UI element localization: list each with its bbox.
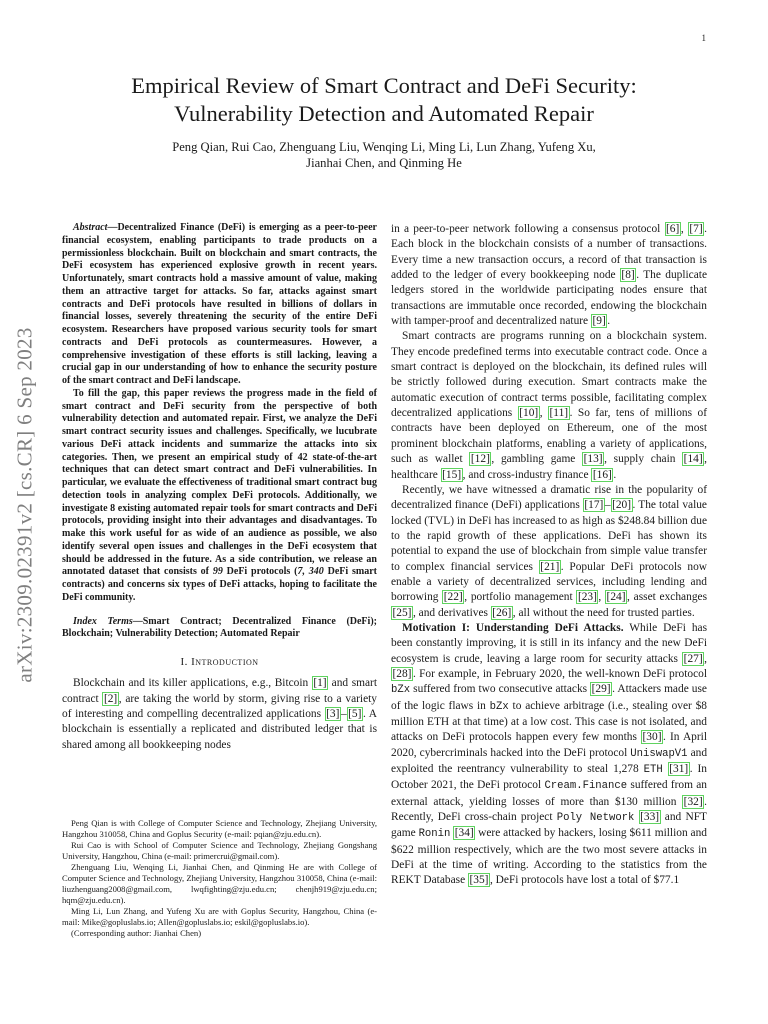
citation-link[interactable]: [15] [442, 468, 462, 481]
motivation-heading: Motivation I: Understanding DeFi Attacks. [402, 621, 624, 634]
code-term: bZx [391, 684, 411, 697]
title-block [60, 72, 708, 171]
citation-link[interactable]: [29] [591, 683, 611, 696]
title-line-1: Empirical Review of Smart Contract and DeFi Security: [131, 73, 637, 98]
code-term: bZx [489, 700, 509, 713]
index-terms [62, 616, 377, 642]
citation-link[interactable]: [5] [348, 708, 362, 721]
citation-link[interactable]: [25] [392, 606, 412, 619]
index-terms-label: Index Terms [73, 615, 133, 627]
abstract-text-2c: DeFi smart contracts) and concerns six types of DeFi attacks, hoping to facilitate the DeFi community. [62, 566, 378, 603]
citation-link[interactable]: [20] [612, 499, 632, 512]
footnote: Rui Cao is with School of Computer Science and Technology, Zhejiang Gongshang University, Hangzhou, China (e-mail: primercrui@gmail.com). [62, 840, 377, 861]
authors-line-1: Peng Qian, Rui Cao, Zhenguang Liu, Wenqing Li, Ming Li, Lun Zhang, Yufeng Xu, [172, 140, 596, 154]
citation-link[interactable]: [6] [666, 223, 680, 235]
author-list [60, 139, 708, 171]
footnote: (Corresponding author: Jianhai Chen) [71, 928, 202, 938]
abstract [62, 222, 377, 605]
right-paragraph-3: Recently, we have witnessed a dramatic rise in the popularity of decentralized finance (DeFi) applications [17] – [20] . The total value locked (TVL) in DeFi has increased to as high as $248.84 billion due to the rapid growth of these applications. DeFi has shown its potential to expand the use of blockchain from simple value transfer to complex financial services [21] . Popular DeFi protocols now enable a variety of decentralized services, including lending and borrowing [22] , portfolio management [23] , [24] , asset exchanges [25] , and derivatives [26] , all without the need for trusted parties. [391, 483, 707, 619]
intro-paragraph-1: Blockchain and its killer applications, e.g., Bitcoin [1] and smart contract [2] , are taking the world by storm, giving rise to a variety of interesting and compelling decentralized applications [3] – [5] . A blockchain is essentially a replicated and distributed ledger that is shared among all bookkeeping nodes [62, 677, 377, 751]
citation-link[interactable]: [21] [540, 560, 560, 573]
code-term: Poly Network [556, 812, 635, 825]
citation-link[interactable]: [2] [103, 692, 118, 705]
citation-link[interactable]: [16] [592, 468, 612, 481]
citation-link[interactable]: [9] [592, 315, 606, 328]
footnotes [62, 818, 377, 939]
section-heading-introduction: I. Introduction [180, 656, 259, 668]
citation-link[interactable]: [34] [454, 827, 474, 840]
code-term: UniswapV1 [630, 747, 688, 760]
paper-title [60, 72, 708, 128]
abstract-paragraph-1 [62, 222, 377, 388]
citation-link[interactable]: [27] [683, 652, 703, 665]
citation-link[interactable]: [23] [577, 591, 597, 604]
citation-link[interactable]: [26] [492, 606, 512, 619]
citation-link[interactable]: [10] [519, 407, 539, 420]
arxiv-identifier-stamp[interactable]: arXiv:2309.02391v2 [cs.CR] 6 Sep 2023 [12, 327, 37, 683]
right-paragraph-4: Motivation I: Understanding DeFi Attacks. While DeFi has been constantly improving, it is still in its infancy and the new DeFi ecosystem is crude, leaving a large room for security attacks [27] , [28] . For example, in February 2020, the well-known DeFi protocol bZx suffered from two consecutive attacks [29] . Attackers made use of the logic flaws in bZx to achieve arbitrage (i.e., stealing over $8 million ETH at that time) at a low cost. This case is not isolated, and attacks on DeFi protocols happen every few months [30] . In April 2020, cybercriminals hacked into the DeFi protocol UniswapV1 and exploited the reentrancy vulnerability to steal 1,278 ETH [31] . In October 2021, the DeFi protocol Cream.Finance suffered from an external attack, yielding losses of more than $130 million [32] . Recently, DeFi cross-chain project Poly Network [33] and NFT game Ronin [34] were attacked by hackers, losing $611 million and $622 million respectively, which are the two most severe attacks in DeFi at the time of writing. According to the statistics from the REKT Database [35] , DeFi protocols have lost a total of $77.1 [391, 621, 708, 887]
footnote: Ming Li, Lun Zhang, and Yufeng Xu are with Goplus Security, Hangzhou, China (e-mail: Mike@gopluslabs.io; Allen@gopluslabs.io; eskil@gopluslabs.io). [62, 906, 377, 927]
citation-link[interactable]: [17] [584, 499, 604, 512]
citation-link[interactable]: [33] [640, 811, 660, 824]
abstract-count-protocols: 99 [212, 566, 223, 578]
citation-link[interactable]: [28] [392, 667, 412, 680]
right-paragraph-1: in a peer-to-peer network following a consensus protocol [6] , [7] . Each block in the blockchain consists of a number of transactions. Every time a new transaction occurs, a record of that transaction is added to the ledger of every bookkeeping node [8] . The duplicate ledgers stored in the worldwide participating nodes ensure that transactions are immutable once recorded, endowing the blockchain with tamper-proof and decentralized nature [9] . [391, 223, 707, 328]
abstract-label: Abstract [73, 222, 108, 233]
footnote: Peng Qian is with College of Computer Science and Technology, Zhejiang University, Hangzhou 310058, China and Goplus Security (e-mail: pqian@zju.edu.cn). [62, 818, 377, 839]
abstract-count-contracts: 7, 340 [297, 566, 324, 578]
left-column [62, 222, 377, 753]
right-column [391, 222, 707, 889]
title-line-2: Vulnerability Detection and Automated Repair [174, 101, 594, 126]
abstract-text-1: —Decentralized Finance (DeFi) is emerging as a peer-to-peer financial ecosystem, enabling participants to trade products on a permissionless blockchain. Built on blockchain and smart contracts, the DeFi ecosystem has experienced explosive growth in recent years. Unfortunately, smart contracts hold a massive amount of value, making them an attractive target for attacks. So far, attacks against smart contracts and DeFi protocols have resulted in billions of dollars in financial losses, severely threatening the security of the entire DeFi ecosystem. Researchers have proposed various security tools for smart contracts and DeFi protocols as countermeasures. However, a comprehensive investigation of these efforts is still lacking, leaving a crucial gap in our understanding of how to enhance the security posture of the smart contract and DeFi landscape. [62, 222, 377, 386]
index-terms-text: —Smart Contract; Decentralized Finance (DeFi); Blockchain; Vulnerability Detection; Automated Repair [62, 615, 377, 640]
citation-link[interactable]: [13] [583, 453, 603, 466]
code-term: ETH [643, 764, 663, 777]
citation-link[interactable]: [30] [642, 731, 662, 744]
citation-link[interactable]: [7] [689, 223, 703, 235]
citation-link[interactable]: [1] [313, 677, 327, 690]
code-term: Ronin [418, 828, 451, 841]
authors-line-2: Jianhai Chen, and Qinming He [306, 156, 462, 170]
citation-link[interactable]: [3] [326, 708, 340, 721]
page-number: 1 [701, 33, 706, 43]
code-term: Cream.Finance [544, 780, 628, 793]
citation-link[interactable]: [14] [683, 453, 703, 466]
citation-link[interactable]: [11] [549, 407, 569, 420]
citation-link[interactable]: [35] [469, 874, 489, 887]
citation-link[interactable]: [32] [683, 795, 703, 808]
citation-link[interactable]: [22] [443, 591, 463, 604]
citation-link[interactable]: [8] [621, 269, 635, 282]
abstract-text-2b: DeFi protocols ( [222, 566, 298, 578]
citation-link[interactable]: [24] [606, 591, 626, 604]
right-paragraph-2: Smart contracts are programs running on a blockchain system. They encode predefined terms into executable contract code. Once a smart contract is deployed on the blockchain, its defined rules will be strictly followed during execution. Smart contracts make the automatic execution of contract terms possible, facilitating complex decentralized applications [10] , [11] . So far, tens of millions of contracts have been deployed on Ethereum, one of the most prominent blockchain platforms, enabling a variety of applications, such as wallet [12] , gambling game [13] , supply chain [14] , healthcare [15] , and cross-industry finance [16] . [391, 330, 708, 481]
abstract-text-2a: To fill the gap, this paper reviews the progress made in the field of smart contract and DeFi security from the perspective of both vulnerability detection and automated repair. First, we analyze the DeFi smart contract security issues and challenges. Specifically, we lucubrate various DeFi attack incidents and summarize the attacks into six categories. Then, we present an empirical study of 42 state-of-the-art techniques that can detect smart contract and DeFi vulnerabilities. In particular, we evaluate the effectiveness of traditional smart contract bug detection tools in analyzing complex DeFi protocols. Additionally, we investigate 8 existing automated repair tools for smart contracts and DeFi protocols, providing insight into their advantages and disadvantages. To make this work useful for as wide of an audience as possible, we also identify several open issues and challenges in the DeFi ecosystem that should be addressed in the future. As a side contribution, we release an annotated dataset that consists of [62, 387, 377, 578]
abstract-paragraph-2 [62, 388, 377, 605]
footnote: Zhenguang Liu, Wenqing Li, Jianhai Chen, and Qinming He are with College of Computer Science and Technology, Zhejiang University, Hangzhou 310058, China (e-mail: liuzhenguang2008@gmail.com, lwqfighting@zju.edu.cn; chenjh919@zju.edu.cn; hqm@zju.edu.cn). [62, 862, 377, 905]
citation-link[interactable]: [31] [669, 763, 689, 776]
citation-link[interactable]: [12] [470, 453, 490, 466]
